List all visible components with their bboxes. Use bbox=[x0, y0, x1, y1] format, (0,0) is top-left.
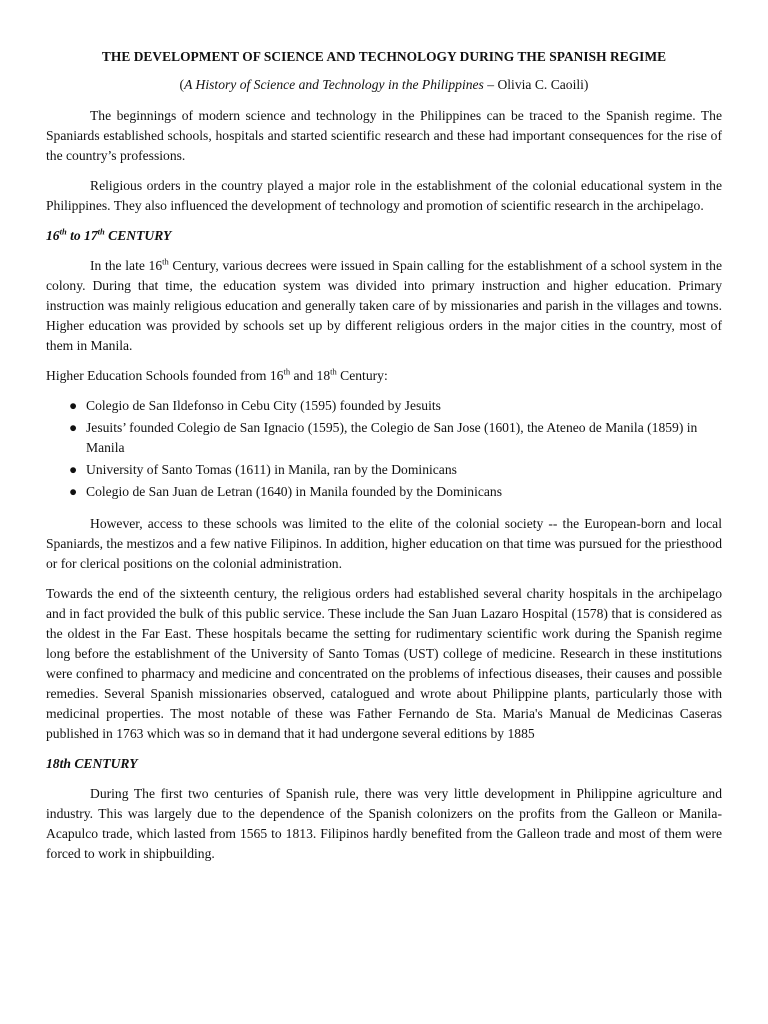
text-run: In the late 16 bbox=[90, 258, 163, 273]
agriculture-paragraph: During The first two centuries of Spanish rule, there was very little development in Philippine agriculture and industry. This was largely due to the dependence of the Spanish colonizers on the profits from the Galleon or Manila-Acapulco trade, which lasted from 1565 to 1813. Filipinos hardly benefited from the Galleon trade and most of them were forced to work in shipbuilding. bbox=[46, 786, 722, 861]
subtitle-open: ( bbox=[179, 77, 185, 92]
list-item-text: Colegio de San Juan de Letran (1640) in Manila founded by the Dominicans bbox=[86, 484, 503, 499]
schools-list bbox=[46, 396, 722, 502]
heading-sup: th bbox=[59, 226, 67, 237]
decrees-paragraph bbox=[46, 256, 722, 356]
heading-sup: th bbox=[97, 226, 105, 237]
intro-paragraph-1: The beginnings of modern science and technology in the Philippines can be traced to the Spanish regime. The Spaniards established schools, hospitals and started scientific research and these had important consequences for the rise of the country’s professions. bbox=[46, 108, 722, 163]
list-item bbox=[69, 418, 722, 458]
ordinal-sup: th bbox=[162, 256, 169, 267]
ordinal-sup: th bbox=[283, 366, 291, 377]
list-item bbox=[69, 482, 722, 502]
text-run: and 18 bbox=[290, 368, 331, 383]
bullet-icon: ● bbox=[69, 484, 78, 499]
intro-paragraph-2: Religious orders in the country played a major role in the establishment of the colonial educational system in the Philippines. They also influenced the development of technology and promotion of scientific research in the archipelago. bbox=[46, 178, 722, 213]
list-item-text: Colegio de San Ildefonso in Cebu City (1595) founded by Jesuits bbox=[86, 398, 441, 413]
bullet-icon: ● bbox=[69, 398, 78, 413]
list-item-text: University of Santo Tomas (1611) in Manila, ran by the Dominicans bbox=[86, 462, 457, 477]
heading-part: to 17 bbox=[66, 228, 98, 243]
ordinal-sup: th bbox=[330, 366, 337, 377]
text-run: Century: bbox=[336, 368, 388, 383]
subtitle-author: – Olivia C. Caoili) bbox=[483, 77, 589, 92]
bullet-icon: ● bbox=[69, 420, 78, 435]
access-paragraph: However, access to these schools was limited to the elite of the colonial society -- the European-born and local Spaniards, the mestizos and a few native Filipinos. In addition, higher education on that time was pursued for the priesthood or for clerical positions on the colonial administration. bbox=[46, 516, 722, 571]
list-item bbox=[69, 396, 722, 416]
heading-part: CENTURY bbox=[104, 228, 172, 243]
bullet-icon: ● bbox=[69, 462, 78, 477]
section-heading-16th-17th bbox=[46, 226, 722, 246]
document-title: THE DEVELOPMENT OF SCIENCE AND TECHNOLOGY DURING THE SPANISH REGIME bbox=[101, 49, 667, 64]
text-run: Higher Education Schools founded from 16 bbox=[46, 368, 284, 383]
list-item bbox=[69, 460, 722, 480]
heading-part: 16 bbox=[46, 228, 60, 243]
hospitals-paragraph: Towards the end of the sixteenth century, the religious orders had established several charity hospitals in the archipelago and in fact provided the bulk of this public service. These include the San Juan Lazaro Hospital (1578) that is considered as the oldest in the Far East. These hospitals became the setting for rudimentary scientific work during the Spanish regime long before the establishment of the University of Santo Tomas (UST) college of medicine. Research in these institutions were confined to pharmacy and medicine and concentrated on the problems of infectious diseases, their causes and possible remedies. Several Spanish missionaries observed, catalogued and wrote about Philippine plants, particularly those with medicinal properties. The most notable of these was Father Fernando de Sta. Maria's Manual de Medicinas Caseras published in 1763 which was so in demand that it had undergone several editions by 1885 bbox=[46, 586, 722, 741]
document-subtitle bbox=[46, 76, 722, 94]
schools-list-intro bbox=[46, 366, 722, 386]
section-heading-18th: 18th CENTURY bbox=[46, 756, 138, 771]
text-run: Century, various decrees were issued in Spain calling for the establishment of a school system in the colony. During that time, the education system was divided into primary instruction and higher education. Primary instruction was mainly religious education and generally taken care of by missionaries and parish in the villages and towns. Higher education was provided by schools set up by different religious orders in the major cities in the country, most of them in Manila. bbox=[46, 258, 723, 353]
book-title: A History of Science and Technology in the Philippines bbox=[184, 77, 484, 92]
list-item-text: Jesuits’ founded Colegio de San Ignacio (1595), the Colegio de San Jose (1601), the Ateneo de Manila (1859) in Manila bbox=[86, 420, 698, 455]
